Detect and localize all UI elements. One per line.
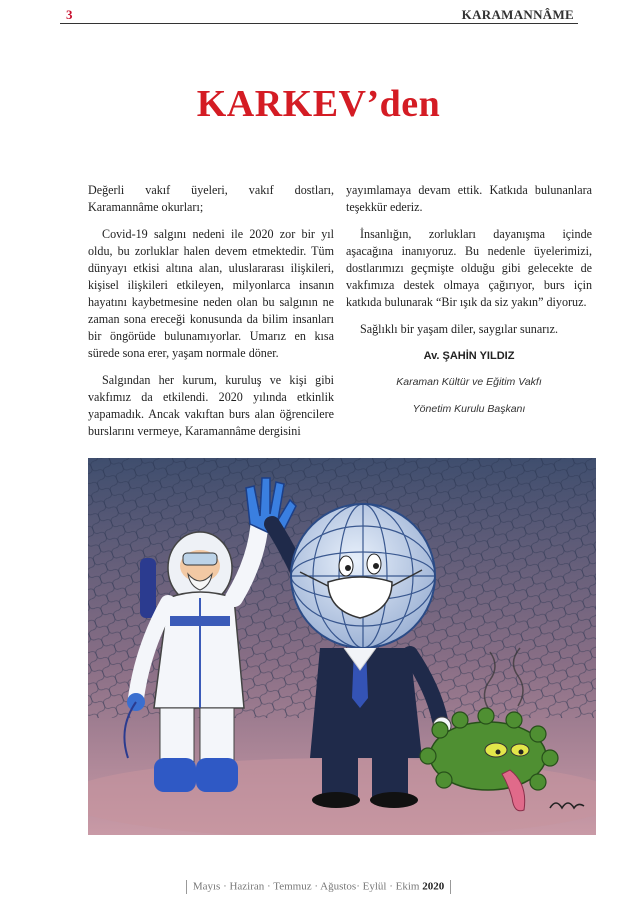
footer-divider — [186, 880, 187, 894]
magazine-name: KARAMANNÂME — [461, 7, 574, 22]
footer-divider — [450, 880, 451, 894]
article-title: KARKEV’den — [196, 83, 441, 125]
page-header — [60, 4, 578, 24]
signature-organization: Karaman Kültür ve Eğitim Vakfı — [396, 376, 542, 388]
signature-block — [346, 348, 592, 418]
signature-position: Yönetim Kurulu Başkanı — [412, 403, 526, 415]
paragraph: yayımlamaya devam ettik. Katkıda bulunanlara teşekkür ederiz. — [346, 183, 592, 214]
paragraph: Covid-19 salgını nedeni ile 2020 zor bir yıl oldu, bu zorluklar halen devem etmektedir. Tüm dünyayı etkisi altına alan, uluslararası ilişkileri, kişisel ilişkileri etkileyen, milyonlarca insanın hayatını kaybetmesine neden olan bu salgının ne zaman sona ereceği konusunda da bilim insanları bir öngörüde bulunamıyorlar. Umarız en kısa sürede sona erer, yaşam normale döner. — [88, 227, 334, 360]
page-number: 3 — [66, 7, 73, 22]
covid-cartoon-illustration — [88, 458, 596, 835]
paragraph: İnsanlığın, zorlukları dayanışma içinde aşacağına inanıyoruz. Bu nedenle üyelerimizi, dostlarımızı geçmişte olduğu gibi gelecekte de vakfımıza destek olmaya çağırıyor, burs için katkıda bulunarak “Bir ışık da siz yakın” diyoruz. — [346, 227, 592, 309]
signature-name: Av. ŞAHİN YILDIZ — [423, 350, 515, 362]
paragraph: Salgından her kurum, kuruluş ve kişi gibi vakfımız da etkilendi. 2020 yılında etkinlik yapamadık. Ancak vakıftan burs alan öğrencilere burslarını vermeye, Karamannâme dergisini — [88, 373, 334, 438]
right-column — [346, 182, 592, 428]
footer-year: 2020 — [422, 880, 445, 893]
footer-issue-months: Mayıs · Haziran · Temmuz · Ağustos· Eylül · Ekim — [192, 880, 420, 893]
page-footer — [0, 880, 637, 894]
left-column — [88, 182, 334, 450]
paragraph: Sağlıklı bir yaşam diler, saygılar sunarız. — [360, 322, 559, 336]
paragraph: Değerli vakıf üyeleri, vakıf dostları, Karamannâme okurları; — [88, 183, 334, 214]
